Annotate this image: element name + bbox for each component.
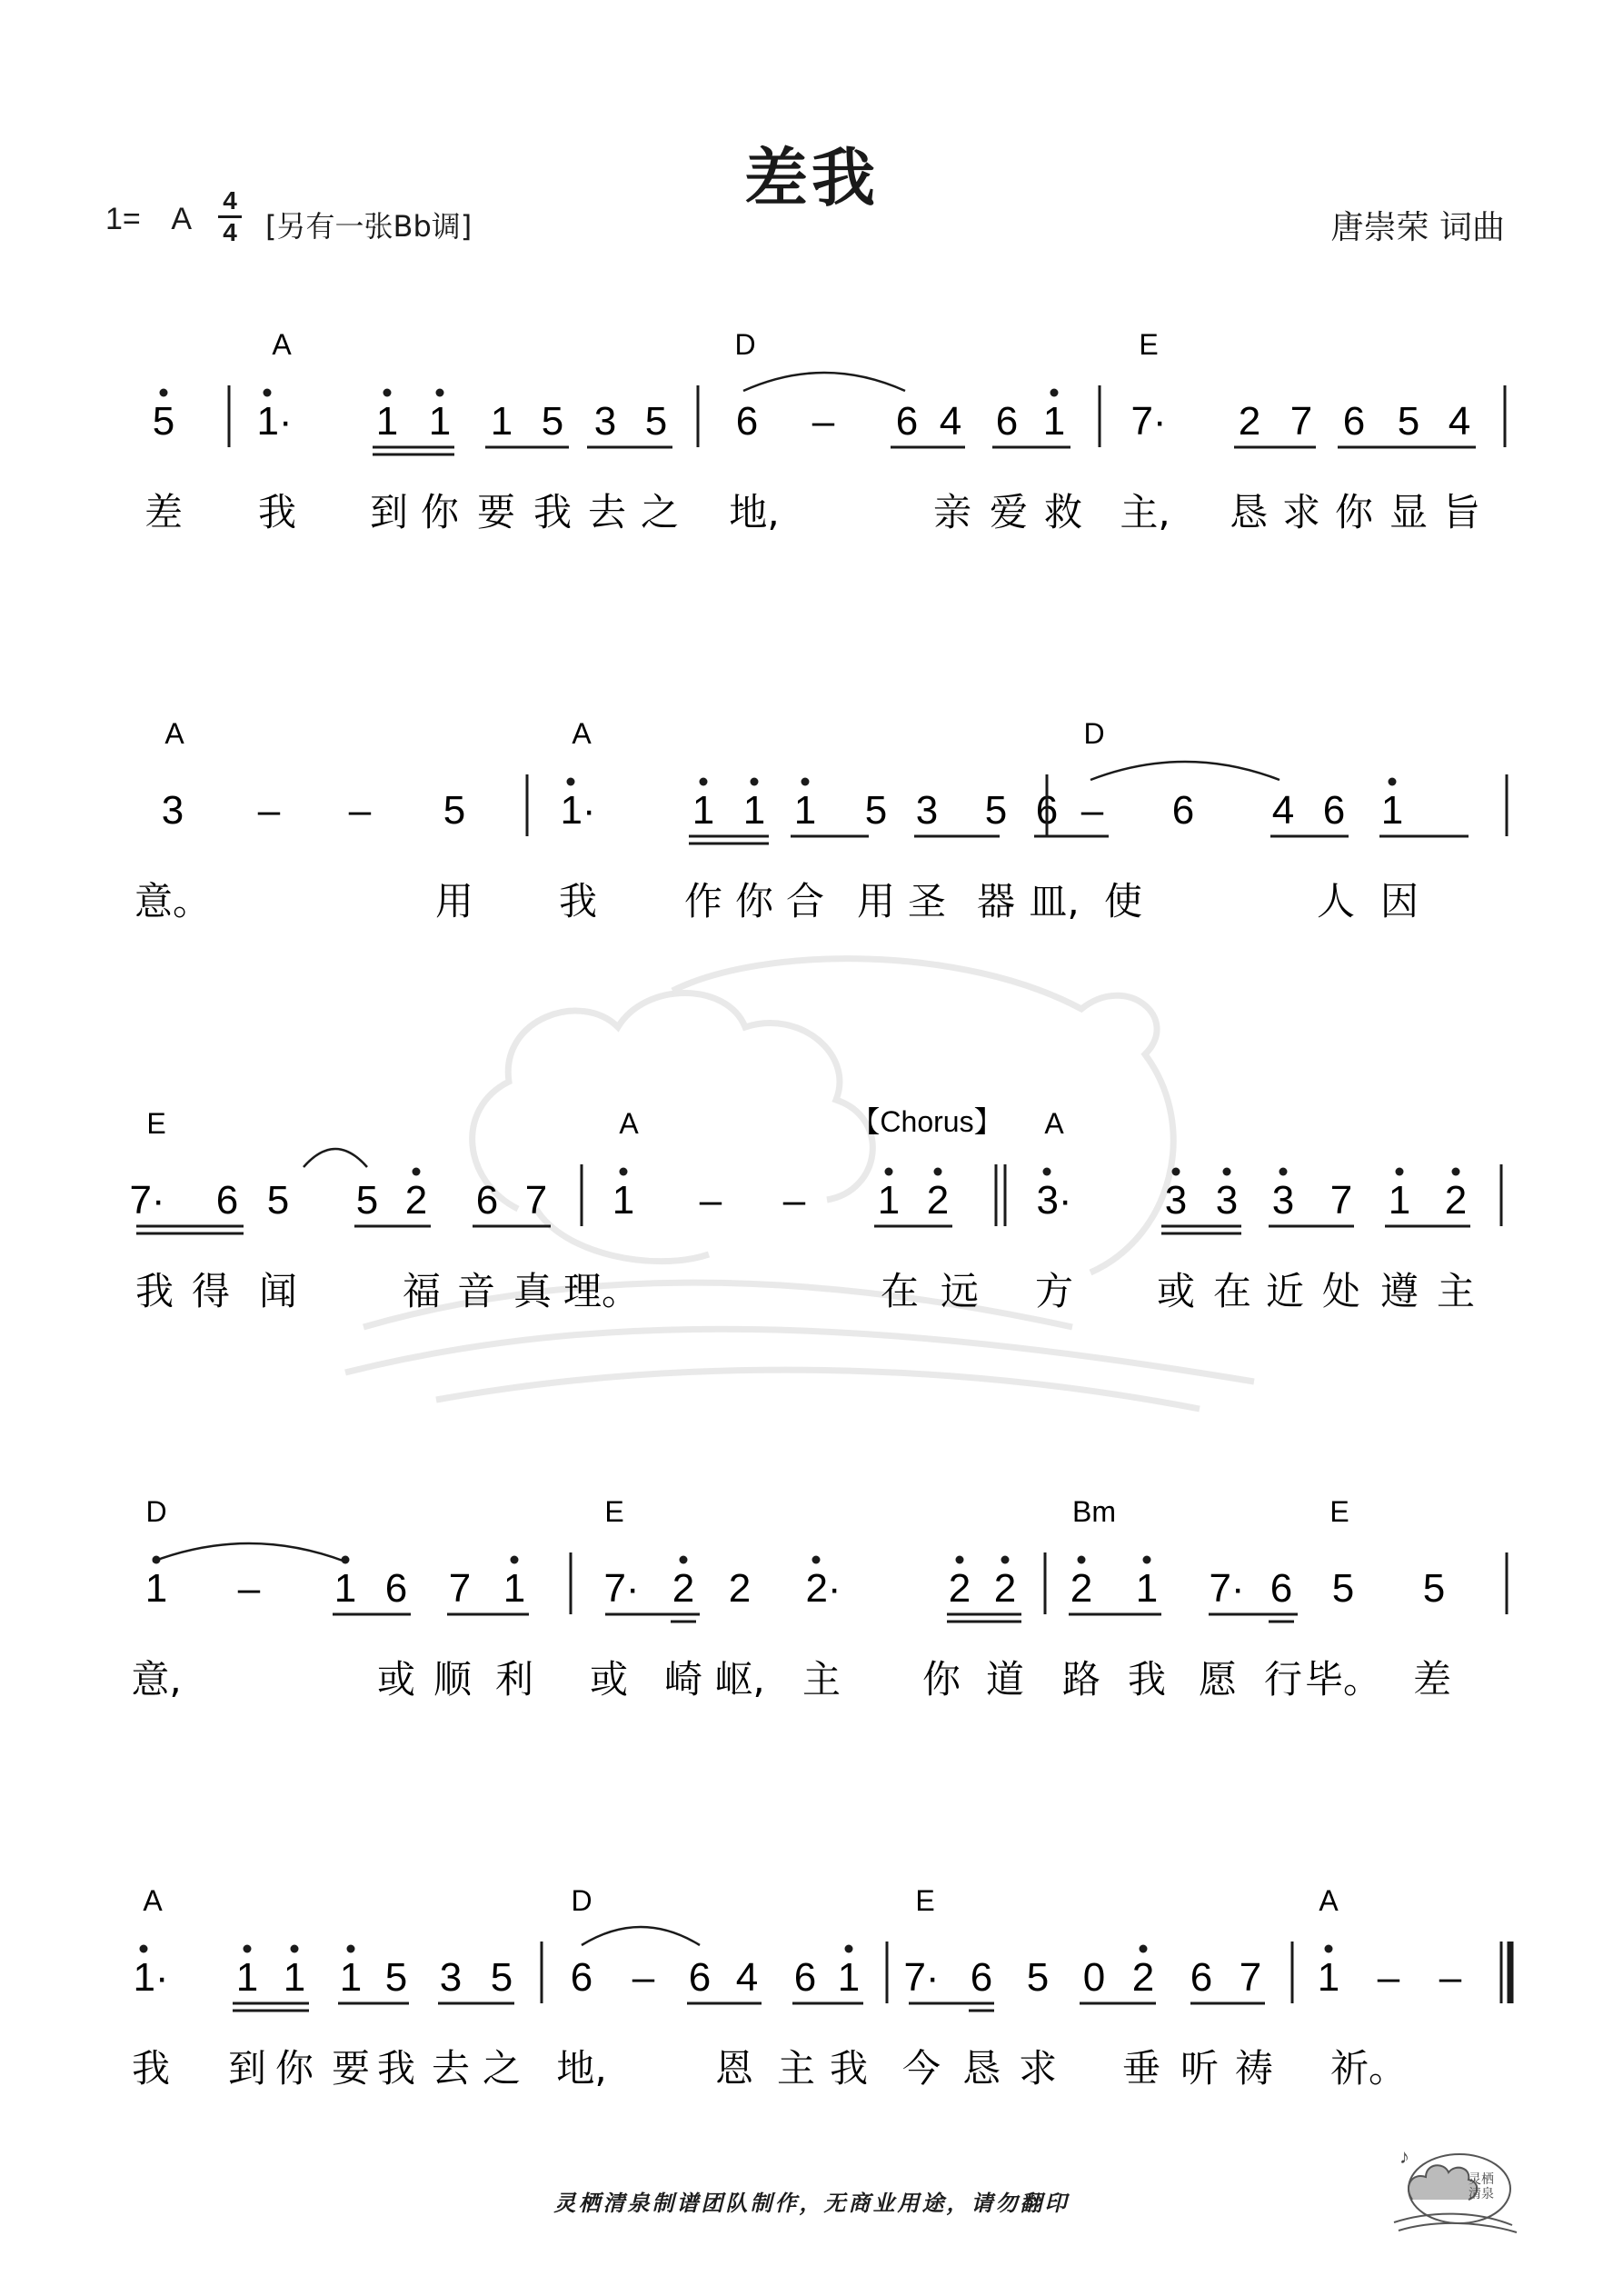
- lyric: 遵: [1379, 1269, 1419, 1313]
- note: 2: [1131, 1955, 1155, 2000]
- note: 1: [144, 1566, 168, 1611]
- chord-label: A: [143, 1884, 163, 1917]
- lyric: 使: [1103, 879, 1143, 923]
- lyric: 用: [434, 879, 474, 923]
- chord-label: E: [1329, 1495, 1349, 1528]
- octave-dot: [934, 1168, 942, 1176]
- note: 3·: [1036, 1178, 1072, 1223]
- alternate-key-note: [另有一张Bb调]: [265, 209, 473, 244]
- note: 6: [970, 1955, 993, 2000]
- octave-dot: [1050, 389, 1059, 397]
- lyric: 岖,: [714, 1657, 765, 1702]
- note: 4: [939, 399, 962, 444]
- lyric: 旨: [1441, 490, 1481, 534]
- lyric: 圣: [907, 879, 947, 923]
- octave-dot: [264, 389, 272, 397]
- octave-dot: [1452, 1168, 1460, 1176]
- lyric: 我: [376, 2046, 416, 2091]
- octave-dot: [244, 1945, 252, 1953]
- note: 7: [1239, 1955, 1262, 2000]
- lyric: 之: [482, 2046, 522, 2091]
- note: 7: [1289, 399, 1313, 444]
- note: 5: [443, 788, 466, 833]
- note: 3: [915, 788, 939, 833]
- lyric: 去: [431, 2046, 471, 2091]
- lyric: 在: [880, 1269, 920, 1313]
- key-note: A: [171, 202, 193, 236]
- lyric: 去: [587, 490, 627, 534]
- chord-label: D: [1083, 717, 1105, 750]
- octave-dot: [1389, 778, 1397, 786]
- note: 2: [1070, 1566, 1093, 1611]
- note: 6: [384, 1566, 408, 1611]
- chord-label: D: [734, 328, 756, 361]
- lyric: 恳: [961, 2046, 1001, 2091]
- lyric: 地,: [556, 2046, 607, 2091]
- note: 1·: [560, 788, 596, 833]
- lyric: 或: [589, 1657, 629, 1702]
- lyric: 福: [402, 1269, 442, 1313]
- lyric: 主,: [1120, 490, 1170, 534]
- tie-slur: [743, 373, 905, 391]
- note: 3: [161, 788, 184, 833]
- octave-dot: [1078, 1556, 1086, 1564]
- chord-label: E: [604, 1495, 624, 1528]
- octave-dot: [1325, 1945, 1333, 1953]
- music-note-icon: ♪: [1399, 2145, 1409, 2168]
- lyric: 要: [476, 490, 516, 534]
- lyric: 主: [1436, 1269, 1476, 1313]
- note: 1: [334, 1566, 357, 1611]
- note: 5: [490, 1955, 513, 2000]
- note: 1: [490, 399, 513, 444]
- lyric: 因: [1379, 879, 1419, 923]
- octave-dot: [1140, 1945, 1148, 1953]
- lyric: 用: [856, 879, 896, 923]
- note: 1: [1317, 1955, 1340, 2000]
- note: 1: [428, 399, 452, 444]
- note: 7: [448, 1566, 472, 1611]
- lyric: 祷: [1234, 2046, 1274, 2091]
- tie-slur: [582, 1927, 700, 1945]
- note: 1: [1135, 1566, 1159, 1611]
- octave-dot: [812, 1556, 821, 1564]
- score-row: [129, 1107, 1475, 1313]
- note: 2·: [805, 1566, 841, 1611]
- chord-label: A: [619, 1107, 639, 1140]
- note: 5: [644, 399, 668, 444]
- lyric: 差: [144, 490, 184, 534]
- lyric: 真: [513, 1269, 553, 1313]
- note: 1: [1380, 788, 1404, 833]
- note: 4: [1271, 788, 1295, 833]
- lyric: 在: [1212, 1269, 1252, 1313]
- note: 1: [1388, 1178, 1411, 1223]
- note: 3: [1164, 1178, 1188, 1223]
- chord-label: A: [1319, 1884, 1339, 1917]
- lyric: 求: [1018, 2046, 1058, 2091]
- song-title: 差我: [744, 141, 879, 215]
- octave-dot: [1172, 1168, 1180, 1176]
- octave-dot: [413, 1168, 421, 1176]
- lyric: 恳: [1229, 490, 1269, 534]
- note: 1: [742, 788, 766, 833]
- lyric: 我: [131, 2046, 171, 2091]
- note: 3: [1215, 1178, 1239, 1223]
- lyric: 听: [1180, 2046, 1220, 2091]
- lyric: 地,: [729, 490, 780, 534]
- lyric: 到: [227, 2046, 267, 2091]
- note: –: [699, 1178, 722, 1223]
- lyric: 求: [1281, 490, 1321, 534]
- lyric: 主: [776, 2046, 816, 2091]
- note: 7·: [129, 1178, 165, 1223]
- note: 6: [215, 1178, 239, 1223]
- note: 1: [877, 1178, 901, 1223]
- octave-dot: [1143, 1556, 1151, 1564]
- lyric: 你: [420, 490, 460, 534]
- note: 6: [1035, 788, 1059, 833]
- lyric: 我: [558, 879, 598, 923]
- note: 1: [235, 1955, 259, 2000]
- note: 7·: [1209, 1566, 1245, 1611]
- lyric: 垂: [1121, 2046, 1161, 2091]
- lyric: 理。: [563, 1269, 641, 1313]
- section-label-chorus: 【Chorus】: [851, 1105, 1003, 1138]
- note: 6: [1270, 1566, 1293, 1611]
- lyric: 救: [1043, 490, 1083, 534]
- lyric: 器: [976, 879, 1016, 923]
- lyric: 利: [494, 1657, 534, 1702]
- tie-slur: [153, 1543, 345, 1562]
- lyric: 近: [1265, 1269, 1305, 1313]
- lyric: 路: [1061, 1657, 1101, 1702]
- note: 6: [1171, 788, 1195, 833]
- lyric: 作: [683, 879, 723, 923]
- note: 2: [1238, 399, 1261, 444]
- lyric: 你: [274, 2046, 314, 2091]
- note: 7·: [603, 1566, 640, 1611]
- note: 1: [339, 1955, 363, 2000]
- note: –: [812, 399, 835, 444]
- note: 6: [995, 399, 1019, 444]
- octave-dot: [342, 1556, 350, 1564]
- lyric: 音: [456, 1269, 496, 1313]
- lyric: 方: [1034, 1269, 1074, 1313]
- note: 6: [1322, 788, 1346, 833]
- lyric: 我: [134, 1269, 174, 1313]
- lyric: 意。: [134, 879, 212, 923]
- chord-label: Bm: [1072, 1495, 1116, 1528]
- note: 7·: [1130, 399, 1167, 444]
- octave-dot: [700, 778, 708, 786]
- note: 2: [993, 1566, 1017, 1611]
- chord-label: A: [1044, 1107, 1064, 1140]
- octave-dot: [1279, 1168, 1288, 1176]
- note: 1: [375, 399, 399, 444]
- note: 6: [688, 1955, 712, 2000]
- note: 1: [612, 1178, 635, 1223]
- tie-slur: [304, 1149, 367, 1167]
- note: 3: [593, 399, 617, 444]
- note: 7: [1329, 1178, 1353, 1223]
- lyric: 我: [257, 490, 297, 534]
- octave-dot: [885, 1168, 893, 1176]
- octave-dot: [160, 389, 168, 397]
- score-row: [132, 1884, 1462, 2091]
- octave-dot: [291, 1945, 299, 1953]
- key-prefix: 1=: [105, 202, 141, 236]
- lyric: 或: [376, 1657, 416, 1702]
- note: 5: [864, 788, 888, 833]
- chord-label: E: [915, 1884, 935, 1917]
- score-row: [131, 1495, 1451, 1702]
- note: 6: [735, 399, 759, 444]
- lyric: 差: [1412, 1657, 1452, 1702]
- lyric: 得: [191, 1269, 231, 1313]
- note: 7: [524, 1178, 548, 1223]
- time-signature-bottom: 4: [223, 218, 237, 246]
- octave-dot: [845, 1945, 853, 1953]
- note: 5: [1026, 1955, 1050, 2000]
- note: –: [348, 788, 372, 833]
- lyric: 恩: [714, 2046, 754, 2091]
- octave-dot: [383, 389, 392, 397]
- note: 6: [1342, 399, 1366, 444]
- note: 5: [152, 399, 175, 444]
- note: 2: [672, 1566, 695, 1611]
- time-signature-top: 4: [223, 186, 237, 215]
- lyric: 祈。: [1329, 2046, 1408, 2091]
- note: 1·: [133, 1955, 169, 2000]
- octave-dot: [347, 1945, 355, 1953]
- note: –: [1080, 788, 1104, 833]
- note: 4: [735, 1955, 759, 2000]
- lyric: 我: [1127, 1657, 1167, 1702]
- note: 1: [283, 1955, 306, 2000]
- chord-label: A: [164, 717, 184, 750]
- note: 1: [1042, 399, 1066, 444]
- octave-dot: [1223, 1168, 1231, 1176]
- octave-dot: [751, 778, 759, 786]
- chord-label: A: [572, 717, 592, 750]
- note: 6: [1190, 1955, 1213, 2000]
- chord-label: E: [146, 1107, 166, 1140]
- note: 6: [570, 1955, 593, 2000]
- octave-dot: [1001, 1556, 1010, 1564]
- lyric: 爱: [989, 490, 1029, 534]
- note: 5: [1331, 1566, 1355, 1611]
- lyric: 要: [331, 2046, 371, 2091]
- chord-label: D: [145, 1495, 167, 1528]
- lyric: 皿,: [1029, 879, 1080, 923]
- note: 7·: [903, 1955, 940, 2000]
- note: 0: [1082, 1955, 1106, 2000]
- note: 5: [266, 1178, 290, 1223]
- octave-dot: [620, 1168, 628, 1176]
- lyric: 你: [734, 879, 774, 923]
- octave-dot: [153, 1556, 161, 1564]
- note: 1: [793, 788, 817, 833]
- note: 1·: [256, 399, 293, 444]
- sheep-logo: [1385, 2136, 1521, 2236]
- note: –: [1377, 1955, 1400, 2000]
- lyric: 毕。: [1304, 1657, 1382, 1702]
- lyric: 到: [369, 490, 409, 534]
- lyric: 远: [940, 1269, 980, 1313]
- lyric: 人: [1316, 879, 1356, 923]
- octave-dot: [680, 1556, 688, 1564]
- lyric: 闻: [258, 1269, 298, 1313]
- note: 5: [984, 788, 1008, 833]
- lyric: 行: [1263, 1657, 1303, 1702]
- lyric: 道: [985, 1657, 1025, 1702]
- lyric: 处: [1321, 1269, 1361, 1313]
- composer-credit: 唐崇荣 词曲: [1330, 209, 1505, 246]
- note: 5: [384, 1955, 408, 2000]
- note: 6: [793, 1955, 817, 2000]
- note: –: [1439, 1955, 1462, 2000]
- note: –: [782, 1178, 806, 1223]
- lyric: 显: [1389, 490, 1429, 534]
- lyric: 今: [901, 2046, 941, 2091]
- note: –: [237, 1566, 261, 1611]
- note: 1: [692, 788, 715, 833]
- lyric: 顺: [433, 1657, 473, 1702]
- note: 4: [1448, 399, 1471, 444]
- footer-credit: 灵栖清泉制谱团队制作，无商业用途，请勿翻印: [553, 2190, 1070, 2216]
- score-row: [134, 717, 1419, 923]
- note: 2: [728, 1566, 752, 1611]
- lyric: 愿: [1198, 1657, 1238, 1702]
- note: 3: [1271, 1178, 1295, 1223]
- score-row: [144, 328, 1480, 534]
- lyric: 崎: [663, 1657, 703, 1702]
- note: –: [632, 1955, 655, 2000]
- note: 1: [503, 1566, 526, 1611]
- octave-dot: [956, 1556, 964, 1564]
- lyric: 你: [921, 1657, 961, 1702]
- octave-dot: [511, 1556, 519, 1564]
- chord-label: A: [272, 328, 292, 361]
- octave-dot: [140, 1945, 148, 1953]
- note: 6: [895, 399, 919, 444]
- octave-dot: [567, 778, 575, 786]
- lyric: 主: [802, 1657, 841, 1702]
- note: 5: [1422, 1566, 1446, 1611]
- note: 5: [1397, 399, 1420, 444]
- logo-text: 灵栖清泉: [1469, 2171, 1494, 2201]
- lyric: 或: [1156, 1269, 1196, 1313]
- note: 2: [926, 1178, 950, 1223]
- note: 2: [1444, 1178, 1468, 1223]
- lyric: 之: [640, 490, 680, 534]
- tie-slur: [1090, 762, 1279, 780]
- note: 1: [837, 1955, 861, 2000]
- note: 6: [475, 1178, 499, 1223]
- note: –: [257, 788, 281, 833]
- note: 2: [948, 1566, 971, 1611]
- octave-dot: [802, 778, 810, 786]
- note: 5: [355, 1178, 379, 1223]
- lyric: 我: [533, 490, 573, 534]
- octave-dot: [436, 389, 444, 397]
- lyric: 合: [785, 879, 825, 923]
- lyric: 亲: [932, 490, 972, 534]
- note: 3: [439, 1955, 463, 2000]
- octave-dot: [1396, 1168, 1404, 1176]
- lyric: 意,: [131, 1657, 182, 1702]
- chord-label: D: [571, 1884, 592, 1917]
- note: 2: [404, 1178, 428, 1223]
- octave-dot: [1043, 1168, 1051, 1176]
- note: 5: [541, 399, 564, 444]
- lyric: 我: [829, 2046, 869, 2091]
- chord-label: E: [1139, 328, 1159, 361]
- lyric: 你: [1334, 490, 1374, 534]
